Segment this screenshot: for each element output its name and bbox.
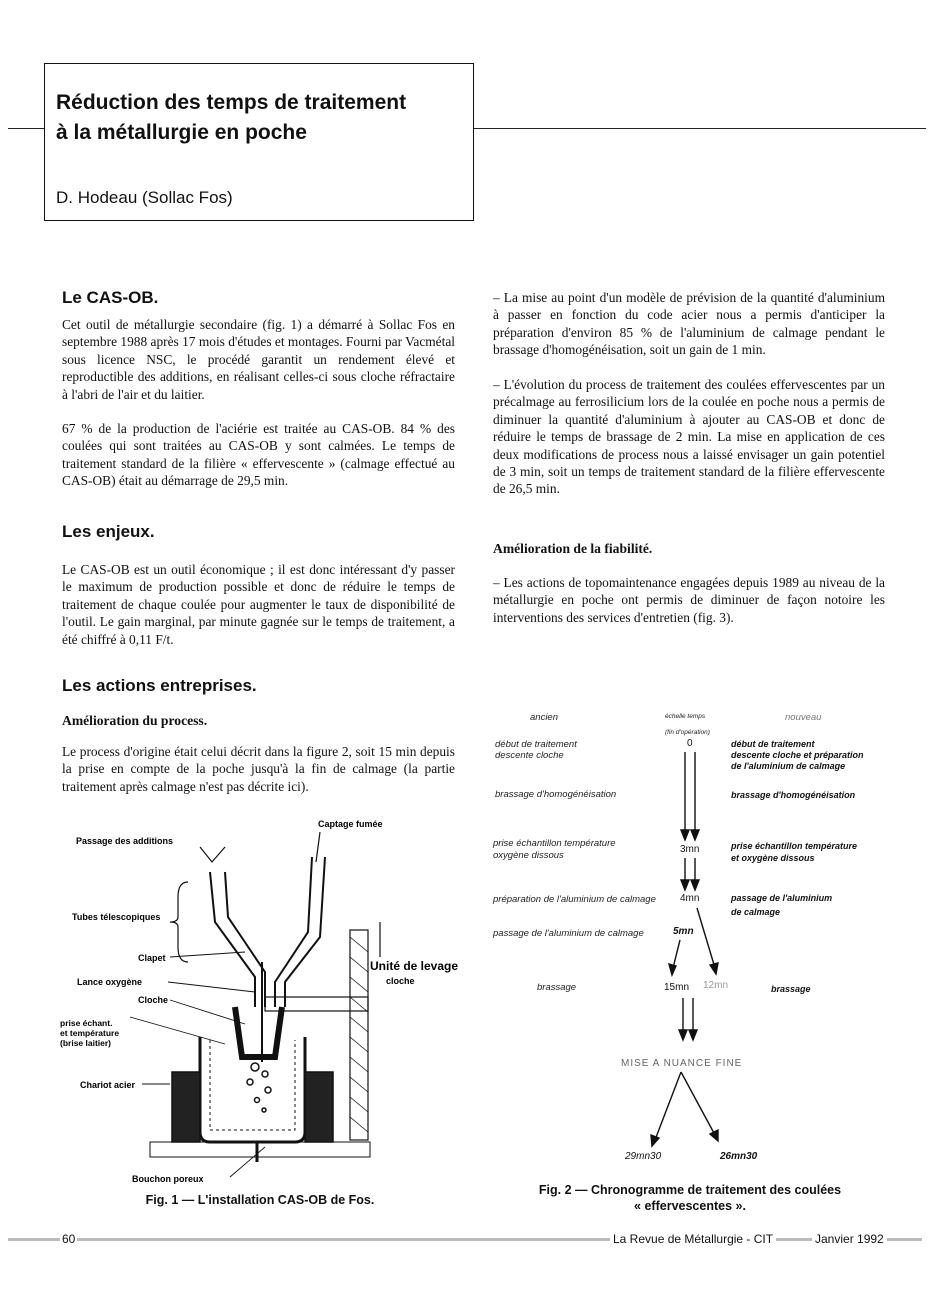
fig2-nouveau-9: brassage [771,984,811,994]
fig1-label-chariot: Chariot acier [80,1080,136,1090]
paragraph: – L'évolution du process de traitement des coulées effervescentes par un précalmage au ferrosilicium lors de la coulée en poche nous a permis de diminuer la quantité d'aluminium à ajouter au CAS-OB et donc de réduire le temps de brassage de 2 min. La mise en application de ces deux modifications de process nous a laissé envisager un gain potentiel de 3 min, soit un temps de traitement standard de la filière effervescente de 26,5 min. [493,377,885,497]
fig2-caption-line-1: Fig. 2 — Chronogramme de traitement des coulées [538,1183,842,1197]
paragraph: – La mise au point d'un modèle de prévision de la quantité d'aluminium à passer en fonction du code acier nous a permis d'anticiper la préparation d'environ 85 % de l'aluminium de calmage pendant le brassage d'homogénéisation, soit un gain de 1 min. [493,290,885,358]
author: D. Hodeau (Sollac Fos) [56,188,233,207]
fig2-ancien-8: brassage [537,982,577,993]
fig2-ancien-6: préparation de l'aluminium de calmage [493,894,656,905]
fig2-ancien-4: prise échantillon température [493,838,616,849]
paragraph: Le process d'origine était celui décrit dans la figure 2, soit 15 min depuis la prise en compte de la poche jusqu'à la fin de calmage (la partie traitement après calmage n'est pas décrite ici). [62,744,455,794]
fig1-label-clapet: Clapet [138,953,166,963]
fig2-nouveau-6: et oxygène dissous [731,853,815,863]
paragraph: 67 % de la production de l'aciérie est traitée au CAS-OB. 84 % des coulées qui sont traitées au CAS-OB y sont calmées. Le temps de traitement standard de la filière « effervescente » (calmage effectué au CAS-OB) était au démarrage de 29,5 min. [62,421,455,489]
fig1-label-unite-2: cloche [386,976,415,986]
fig1-label-unite-1: Unité de levage [370,959,459,973]
fig2-col-echelle-2: (fin d'opération) [665,729,710,736]
fig2-nouveau-2: descente cloche et préparation [731,750,864,760]
fig1-diagram [50,812,470,1192]
paragraph: Cet outil de métallurgie secondaire (fig. 1) a démarré à Sollac Fos en septembre 1988 après 17 mois d'études et montages. Fourni par Vacmétal sous licence NSC, le procédé garantit un rendement élevé et reproductible des additions, en réalisant celles-ci sous cloche réfractaire à l'abri de l'air et du laitier. [62,317,456,402]
fig2-ancien-7: passage de l'aluminium de calmage [493,928,644,939]
fig2-time-3: 3mn [680,844,700,855]
article-title [56,88,406,148]
header-rule-left [8,128,45,129]
fig1-label-prise-1: prise échant. [60,1018,113,1028]
fig2-time-29: 29mn30 [625,1151,662,1162]
fig2-time-15: 15mn [664,982,690,993]
fig2-nouveau-4: brassage d'homogénéisation [731,790,856,800]
fig2-ancien-1: début de traitement [495,739,577,750]
fig2-col-nouveau: nouveau [785,712,822,723]
fig2-time-5: 5mn [673,926,694,937]
fig2-time-12: 12mn [703,980,729,991]
duct-right [275,857,312,1007]
fig2-col-ancien: ancien [530,712,558,723]
fig2-mise-nuance: MISE A NUANCE FINE [621,1058,743,1069]
fig1-label-prise-2: et température [60,1028,120,1038]
fig1-label-tubes: Tubes télescopiques [72,912,161,922]
ladle [200,1037,305,1142]
fig2-nouveau-1: début de traitement [731,739,815,749]
paragraph: Le CAS-OB est un outil économique ; il est donc intéressant d'y passer le maximum de production possible et donc de réduire le temps de traitement de chaque coulée pour augmenter le taux de disponibilité de l'outil. Le gain marginal, par minute gagnée sur le temps de traitement, a été chiffré à 0,11 F/t. [62,562,455,647]
fig1-label-captage: Captage fumée [318,819,383,829]
fig2-time-0: 0 [687,738,693,749]
lifting-column [350,930,368,1140]
fig1-label-bouchon: Bouchon poreux [132,1174,204,1184]
fig2-caption [500,1182,880,1214]
section-title-cas-ob: Le CAS-OB. [62,288,159,307]
fig2-nouveau-3: de l'aluminium de calmage [731,761,846,771]
title-line-1: Réduction des temps de traitement [56,91,407,114]
fig2-ancien-5: oxygène dissous [493,850,564,861]
fig1-label-lance: Lance oxygène [77,977,143,987]
fig2-ancien-2: descente cloche [495,750,564,761]
fig2-nouveau-5: prise échantillon température [731,841,858,851]
subsection-title-process: Amélioration du process. [62,713,208,728]
fig1-label-prise-3: (brise laitier) [60,1038,112,1048]
fig1-caption: Fig. 1 — L'installation CAS-OB de Fos. [145,1193,375,1207]
fig2-caption-line-2: « effervescentes ». [634,1199,746,1213]
fig2-time-4: 4mn [680,893,700,904]
paragraph: – Les actions de topomaintenance engagées depuis 1989 au niveau de la métallurgie en poche ont permis de diminuer de façon notoire les interventions des services d'entretien (fig. 3). [493,575,885,625]
chariot [172,1072,200,1142]
fig1-label-passage: Passage des additions [76,836,174,846]
fig2-time-26: 26mn30 [720,1151,758,1162]
fig1-label-cloche: Cloche [138,995,169,1005]
section-title-actions: Les actions entreprises. [62,676,257,695]
section-title-enjeux: Les enjeux. [62,522,155,541]
journal-name: La Revue de Métallurgie - CIT [610,1232,776,1246]
subsection-title-fiabilite: Amélioration de la fiabilité. [493,541,653,556]
fig2-nouveau-8: de calmage [731,907,781,917]
page-number: 60 [62,1232,76,1246]
fig2-chronogram [475,700,915,1180]
fig2-ancien-3: brassage d'homogénéisation [495,789,617,800]
cloche [235,1007,282,1057]
fig2-col-echelle-1: échelle temps [665,713,706,720]
fig2-nouveau-7: passage de l'aluminium [731,893,833,903]
issue-date: Janvier 1992 [812,1232,887,1246]
header-rule-right [473,128,926,129]
title-line-2: à la métallurgie en poche [56,121,307,144]
footer-rule [8,1238,922,1241]
duct-left [210,872,255,1007]
